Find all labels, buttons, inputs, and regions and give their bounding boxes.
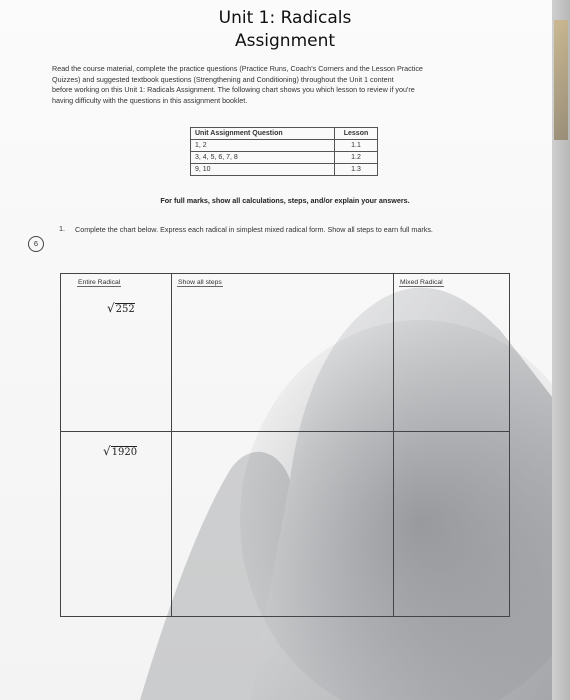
header-show-all-steps: Show all steps: [178, 279, 222, 286]
intro-line: Quizzes) and suggested textbook questions (Strengthening and Conditioning) throughout the Unit 1 content: [52, 74, 394, 84]
full-marks-note: For full marks, show all calculations, steps, and/or explain your answers.: [160, 196, 410, 205]
entire-radical-2: [103, 444, 137, 458]
page-edge: [552, 0, 570, 700]
lesson-reference-table: [190, 127, 378, 176]
intro-paragraph: [52, 64, 512, 106]
radical-sign: √: [103, 444, 111, 458]
table-row: [191, 164, 378, 176]
row-divider: [61, 431, 509, 432]
cell-lesson: 1.1: [335, 140, 378, 152]
radical-sign: √: [107, 301, 115, 315]
cell-lesson: 1.2: [335, 152, 378, 164]
intro-line: having difficulty with the questions in this assignment booklet.: [52, 95, 248, 105]
question-text: Complete the chart below. Express each radical in simplest mixed radical form. Show all steps to earn full marks.: [75, 225, 433, 234]
radicand: 1920: [111, 447, 138, 458]
title-line-1: Unit 1: Radicals: [218, 8, 352, 28]
entire-radical-1: [107, 301, 135, 315]
title-line-2: Assignment: [234, 31, 336, 51]
cell-questions: 3, 4, 5, 6, 7, 8: [191, 152, 335, 164]
table-row: [191, 140, 378, 152]
mixed-radical-cell-2[interactable]: [394, 433, 508, 615]
header-lesson: Lesson: [335, 128, 378, 140]
question-number: 1.: [59, 224, 65, 233]
table-row: [191, 152, 378, 164]
cell-lesson: 1.3: [335, 164, 378, 176]
header-entire-radical: Entire Radical: [78, 279, 121, 286]
cell-questions: 9, 10: [191, 164, 335, 176]
answer-chart: [60, 273, 510, 617]
header-mixed-radical: Mixed Radical: [400, 279, 443, 286]
table-header-row: [191, 128, 378, 140]
radicand: 252: [115, 304, 135, 315]
header-unit-question: Unit Assignment Question: [191, 128, 335, 140]
steps-cell-1[interactable]: [172, 290, 392, 430]
intro-line: before working on this Unit 1: Radicals Assignment. The following chart shows you which lesson to review if you're: [52, 85, 415, 94]
steps-cell-2[interactable]: [172, 433, 392, 615]
mixed-radical-cell-1[interactable]: [394, 290, 508, 430]
cell-questions: 1, 2: [191, 140, 335, 152]
marks-circle: 6: [28, 236, 44, 252]
intro-line: Read the course material, complete the practice questions (Practice Runs, Coach's Corners and the Lesson Practice: [52, 64, 423, 73]
